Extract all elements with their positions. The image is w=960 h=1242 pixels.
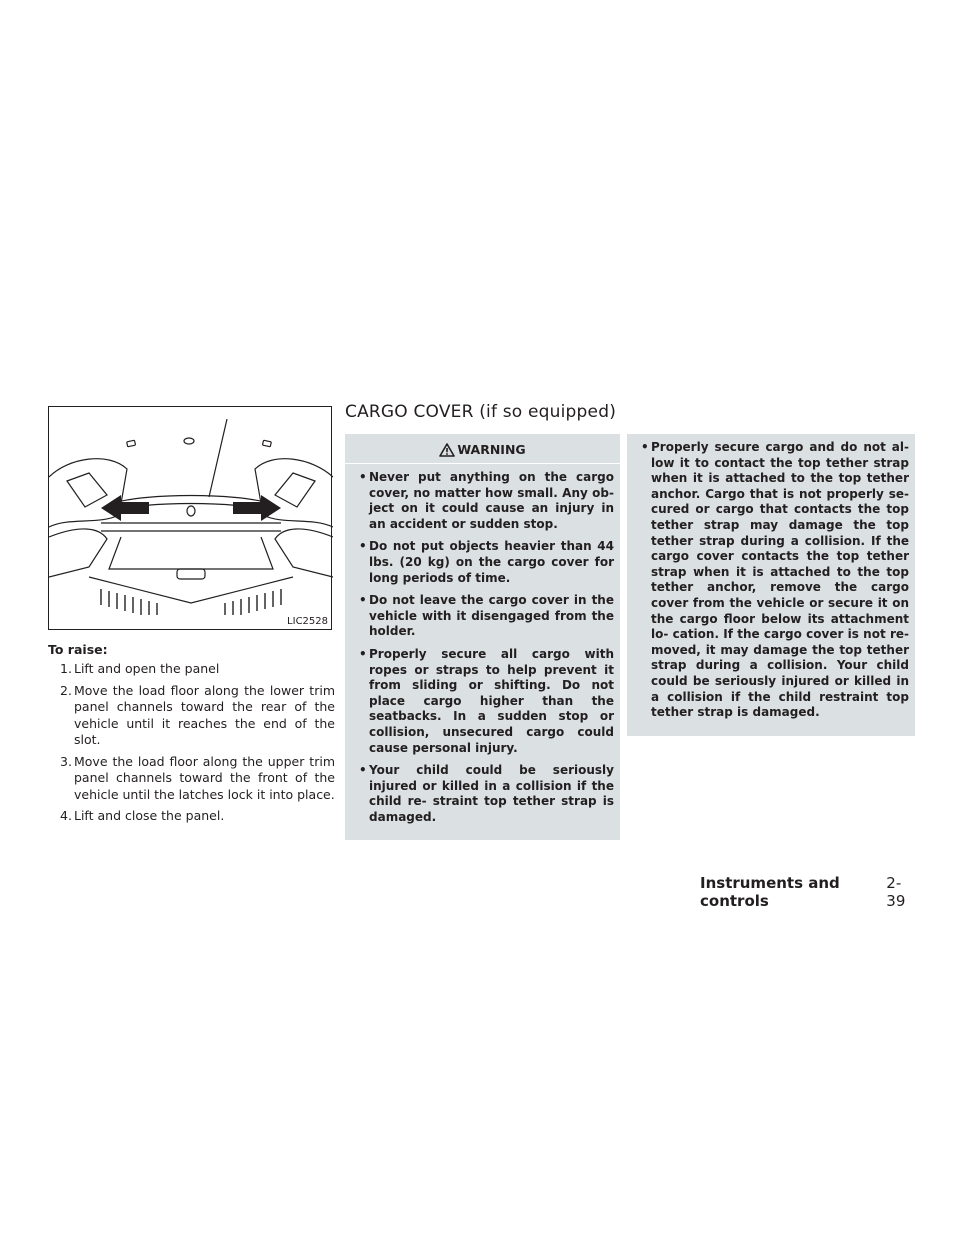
warning-box <box>345 434 620 840</box>
step-item: 1. Lift and open the panel <box>60 661 220 676</box>
warning-item: • Properly secure cargo and do not al- low it to contact the top tether strap when it is attached to the top tether anchor. Cargo that is not properly se- cured or cargo that contacts the top tether strap may damage the top tether strap during a collision. If the cargo cover contacts the top tether strap when it is attached to the top tether anchor, remove the cargo cover from the vehicle or secure it on the cargo floor below its attachment lo- cation. If the cargo cover is not re- moved, it may damage the top tether strap during a collision. Your child could be seriously injured or killed in a collision if the child restraint top tether strap is damaged. <box>641 440 909 720</box>
warning-item: • Do not leave the cargo cover in the vehicle with it disengaged from the holder. <box>359 593 614 639</box>
right-column <box>627 434 915 736</box>
warning-list <box>353 470 614 825</box>
warning-item: • Do not put objects heavier than 44 lbs. (20 kg) on the cargo cover for long periods of time. <box>359 539 614 585</box>
warning-triangle-icon <box>439 443 455 457</box>
raise-steps-list <box>48 661 335 825</box>
footer-section-title: Instruments and controls <box>700 874 840 910</box>
left-arrow <box>101 495 149 521</box>
figure-label: LIC2528 <box>287 616 328 627</box>
cargo-illustration-graphic <box>49 407 333 631</box>
raise-heading: To raise: <box>48 642 108 657</box>
warning-box-continued <box>627 434 915 736</box>
warning-label: WARNING <box>457 442 526 457</box>
page-number: 2-39 <box>886 874 906 910</box>
section-title: CARGO COVER (if so equipped) <box>345 402 617 422</box>
warning-list-continued <box>635 440 909 721</box>
middle-column <box>345 402 620 840</box>
warning-item: • Never put anything on the cargo cover, no matter how small. Any ob- ject on it could cause an injury in an accident or sudden stop. <box>359 470 614 531</box>
page-footer <box>700 874 915 910</box>
warning-item: • Properly secure all cargo with ropes or straps to help prevent it from sliding or shifting. Do not place cargo higher than the seatbacks. In a sudden stop or collision, unsecured cargo could cause personal injury. <box>359 646 614 755</box>
right-arrow <box>233 495 281 521</box>
warning-header <box>345 438 620 464</box>
step-item: 3. Move the load floor along the upper trim panel channels toward the front of the vehicle until the latches lock it into place. <box>60 753 335 802</box>
step-item: 2. Move the load floor along the lower trim panel channels toward the rear of the vehicle until it reaches the end of the slot. <box>60 682 335 747</box>
warning-item: • Your child could be seriously injured or killed in a collision if the child re- straint top tether strap is damaged. <box>359 763 614 824</box>
step-item: 4. Lift and close the panel. <box>60 808 225 823</box>
cargo-area-illustration <box>48 406 332 630</box>
left-column <box>48 406 335 830</box>
